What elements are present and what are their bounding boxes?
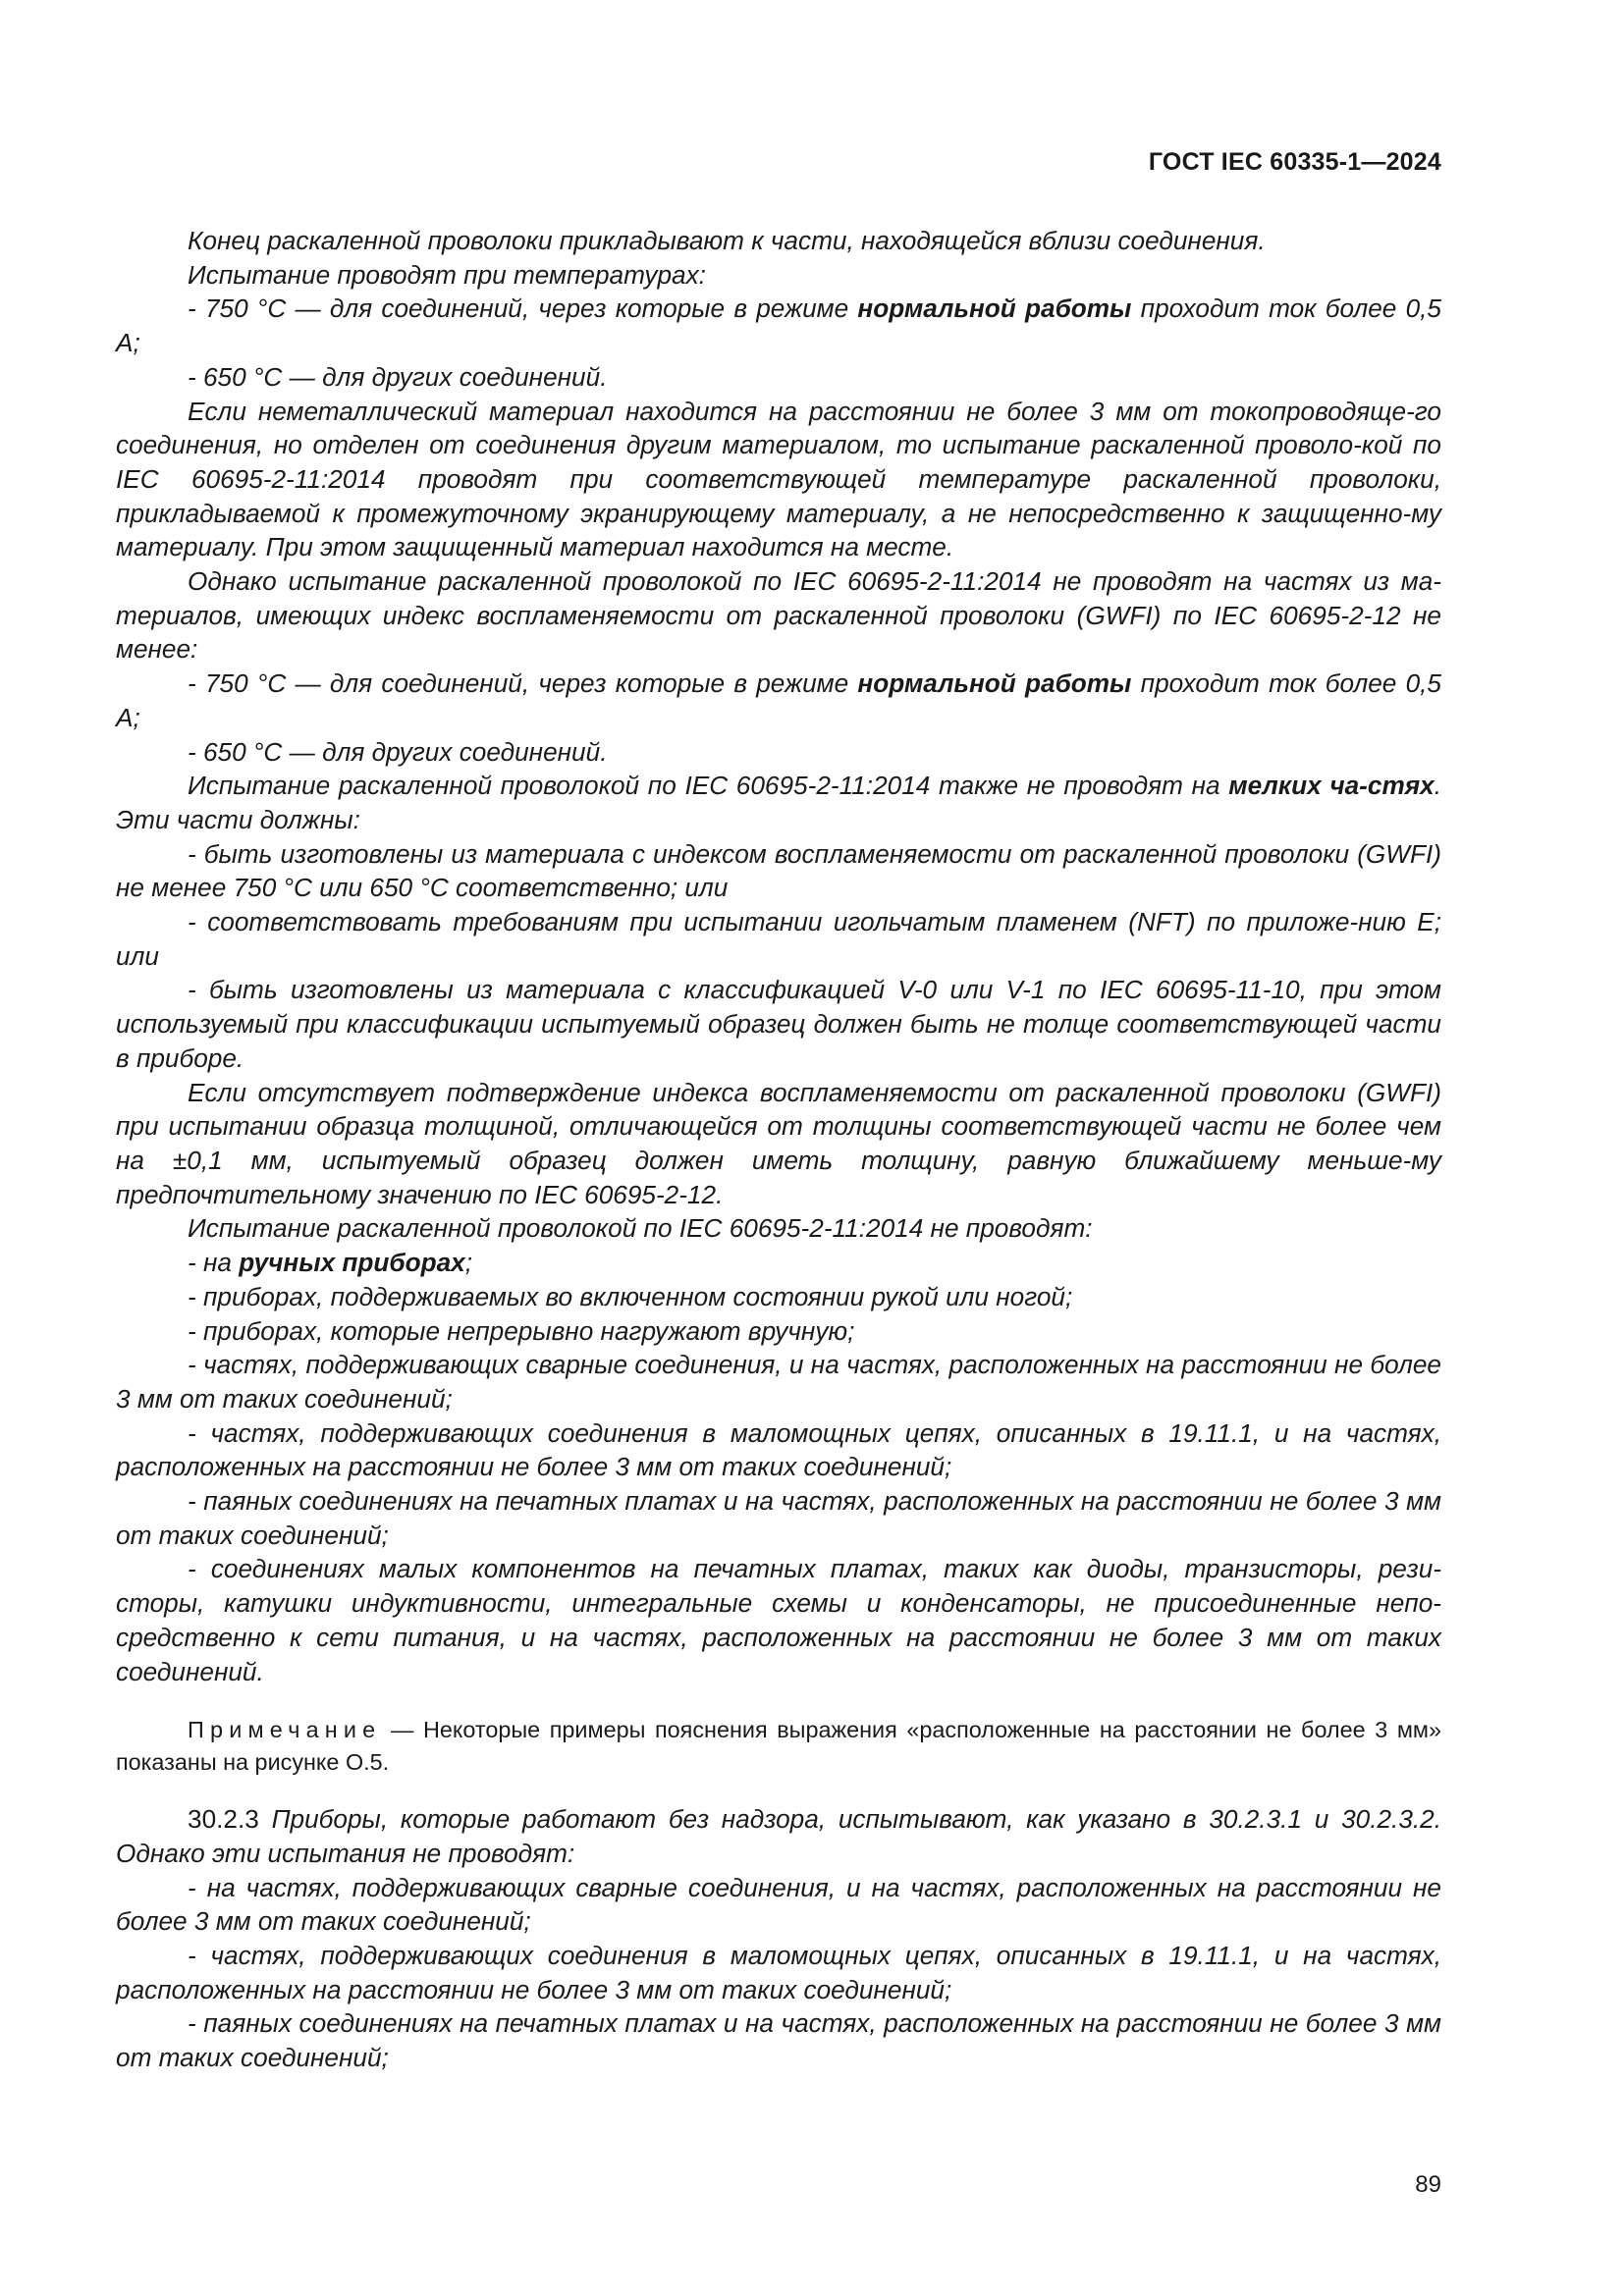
term-bold: ручных приборах [239,1248,465,1278]
document-header: ГОСТ IEC 60335-1—2024 [1148,148,1441,176]
list-item: - соответствовать требованиям при испытании игольчатым пламенем (NFT) по приложе-нию E; или [116,907,1441,971]
paragraph: Испытание раскаленной проволокой по IEC 60695-2-11:2014 также не проводят на мелких ча-стях. Эти части должны: [116,771,1442,834]
list-item: - паяных соединениях на печатных платах и на частях, расположенных на расстоянии не более 3 мм от таких соединений; [116,2008,1441,2073]
list-item: - 650 °C — для других соединений. [188,736,608,767]
list-item: - 650 °C — для других соединений. [188,361,608,392]
list-item: - приборах, поддерживаемых во включенном состоянии рукой или ногой; [188,1281,1073,1311]
list-item: - приборах, которые непрерывно нагружают вручную; [188,1315,855,1346]
list-item: - быть изготовлены из материала с индексом воспламеняемости от раскаленной проволоки (GWFI) не менее 750 °C или 650 °C соответственно; или [116,838,1441,903]
paragraph: Если отсутствует подтверждение индекса воспламеняемости от раскаленной проволоки (GWFI) при испытании образца толщиной, отличающейся от толщины соответствующей части не более чем на ±0,1 мм, испытуемый образец должен иметь толщину, равную ближайшему меньше-му предпочтительному значению по IEC 60695-2-12. [116,1077,1441,1209]
list-item: - частях, поддерживающих сварные соединения, и на частях, расположенных на расстоянии не более 3 мм от таких соединений; [116,1350,1441,1414]
paragraph: Однако испытание раскаленной проволокой по IEC 60695-2-11:2014 не проводят на частях из ма-териалов, имеющих индекс воспламеняемости от раскаленной проволоки (GWFI) по IEC 60695-2-12 не менее: [116,566,1441,665]
term-bold: нормальной работы [857,294,1132,324]
paragraph: Испытание проводят при температурах: [188,259,706,290]
note-label: Примечание [188,1717,382,1743]
clause [116,1802,1441,1870]
term-bold: мелких ча-стях [1228,771,1435,801]
clause-number: 30.2.3 [188,1804,259,1835]
term-bold: нормальной работы [857,668,1132,699]
paragraph: Конец раскаленной проволоки прикладывают к части, находящейся вблизи соединения. [188,226,1266,255]
list-item: - частях, поддерживающих соединения в маломощных цепях, описанных в 19.11.1, и на частях, расположенных на расстоянии не более 3 мм от таких соединений; [116,1941,1441,2004]
list-item: - частях, поддерживающих соединения в маломощных цепях, описанных в 19.11.1, и на частях, расположенных на расстоянии не более 3 мм от таких соединений; [116,1417,1441,1482]
clause-text: Приборы, которые работают без надзора, испытывают, как указано в 30.2.3.1 и 30.2.3.2. Однако эти испытания не проводят: [116,1804,1441,1868]
list-item: - 750 °C — для соединений, через которые в режиме нормальной работы проходит ток более 0,5 А; [116,294,1441,358]
list-item: - паяных соединениях на печатных платах и на частях, расположенных на расстоянии не более 3 мм от таких соединений; [116,1486,1441,1550]
page-number: 89 [1415,2171,1441,2198]
paragraph: Если неметаллический материал находится на расстоянии не более 3 мм от токопроводяще-го соединения, но отделен от соединения другим материалом, то испытание раскаленной проволо-кой по IEC 60695-2-11:2014 проводят при соответствующей температуре раскаленной проволоки, прикладываемой к промежуточному экранирующему материалу, а не непосредственно к защищенно-му материалу. При этом защищенный материал находится на месте. [116,396,1441,562]
document-body [116,224,1441,2075]
list-item: - 750 °C — для соединений, через которые в режиме нормальной работы проходит ток более 0,5 А; [116,668,1441,732]
paragraph: Испытание раскаленной проволокой по IEC 60695-2-11:2014 не проводят: [188,1213,1093,1244]
list-item: - на частях, поддерживающих сварные соединения, и на частях, расположенных на расстоянии не более 3 мм от таких соединений; [116,1872,1441,1937]
list-item: - соединениях малых компонентов на печатных платах, таких как диоды, транзисторы, рези-сторы, катушки индуктивности, интегральные схемы и конденсаторы, не присоединенные непо-средственно к сети питания, и на частях, расположенных на расстоянии не более 3 мм от таких соединений. [116,1554,1441,1686]
list-item: - на ручных приборах; [188,1248,473,1278]
note-text: — Некоторые примеры пояснения выражения «расположенные на расстоянии не более 3 мм» показаны на рисунке О.5. [116,1717,1441,1776]
list-item: - быть изготовлены из материала с классификацией V-0 или V-1 по IEC 60695-11-10, при этом используемый при классификации испытуемый образец должен быть не толще соответствующей части в приборе. [116,975,1441,1073]
note [116,1714,1441,1779]
